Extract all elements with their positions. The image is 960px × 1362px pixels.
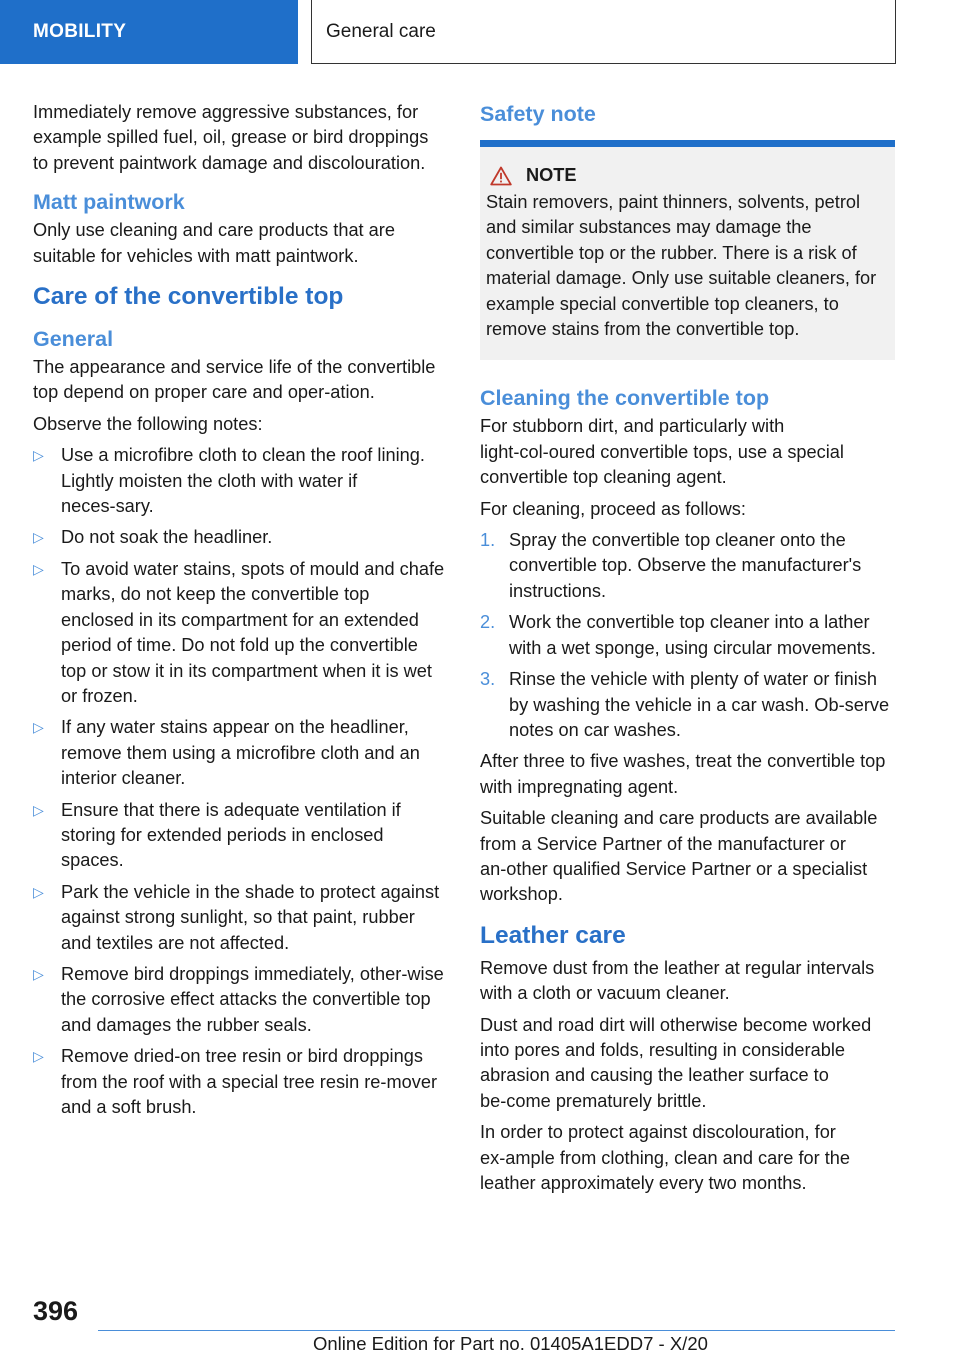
convertible-top-heading: Care of the convertible top — [33, 283, 344, 311]
matt-paintwork-heading: Matt paintwork — [33, 190, 185, 215]
note-text: Stain removers, paint thinners, solvents, petrol and similar substances may damage the convertible top or the rubber. There is a risk of material damage. Only use suitable cleaners, for example special convertible top cleaners, to remove stains from the convertible top. — [486, 192, 877, 340]
general-text: The appearance and service life of the convertible top depend on proper care and oper‑ation. — [33, 357, 436, 403]
list-item: ▷ Do not soak the headliner. — [33, 525, 445, 550]
list-item: 1. Spray the convertible top cleaner onto the convertible top. Observe the manufacturer's instructions. — [480, 530, 862, 601]
right-column — [480, 100, 895, 1202]
footer-divider — [98, 1330, 895, 1331]
matt-paintwork-text: Only use cleaning and care products that are suitable for vehicles with matt paintwork. — [33, 220, 395, 266]
page-number: 396 — [33, 1296, 79, 1326]
step-number: 1. — [480, 530, 496, 551]
triangle-bullet-icon: ▷ — [33, 560, 44, 577]
list-item: ▷ Ensure that there is adequate ventilation if storing for extended periods in enclosed spaces. — [33, 799, 401, 871]
triangle-bullet-icon: ▷ — [33, 965, 44, 982]
leather-care-heading: Leather care — [480, 921, 626, 949]
list-item: 2. Work the convertible top cleaner into a lather with a wet sponge, using circular movements. — [480, 612, 876, 658]
triangle-bullet-icon: ▷ — [33, 801, 44, 818]
triangle-bullet-icon: ▷ — [33, 447, 44, 464]
note-box — [480, 140, 895, 360]
note-label: NOTE — [526, 165, 577, 185]
triangle-bullet-icon: ▷ — [33, 883, 44, 900]
note-header — [490, 165, 889, 186]
step-number: 2. — [480, 612, 496, 633]
triangle-bullet-icon: ▷ — [33, 1048, 44, 1065]
leather-text-1: Remove dust from the leather at regular intervals with a cloth or vacuum cleaner. — [480, 957, 875, 1004]
list-item: ▷ To avoid water stains, spots of mould and chafe marks, do not keep the convertible top enclosed in its compartment for an extended period of time. Do not fold up the convertible top or stow it in its compartment when it is wet or frozen. — [33, 558, 445, 706]
cleaning-steps-list — [480, 528, 895, 743]
cleaning-heading: Cleaning the convertible top — [480, 386, 770, 411]
leather-text-2: Dust and road dirt will otherwise become worked into pores and folds, resulting in considerable abrasion and causing the leather surface to be‑come prematurely brittle. — [480, 1014, 872, 1111]
section-label: MOBILITY — [33, 21, 127, 42]
page-header — [311, 0, 896, 64]
triangle-bullet-icon: ▷ — [33, 529, 44, 546]
warning-triangle-icon — [490, 166, 512, 186]
list-item: ▷ Park the vehicle in the shade to protect against against strong sunlight, so that paint, rubber and textiles are not affected. — [33, 881, 440, 953]
cleaning-text: For stubborn dirt, and particularly with light‑col‑oured convertible tops, use a special convertible top cleaning agent. — [480, 416, 844, 488]
proceed-text: For cleaning, proceed as follows: — [480, 498, 746, 519]
safety-note-heading: Safety note — [480, 102, 596, 126]
list-item: ▷ Use a microfibre cloth to clean the roof lining. Lightly moisten the cloth with water if neces‑sary. — [33, 445, 425, 517]
intro-paragraph: Immediately remove aggressive substances, for example spilled fuel, oil, grease or bird droppings to prevent paintwork damage and discolouration. — [33, 102, 429, 173]
suitable-products-text: Suitable cleaning and care products are available from a Service Partner of the manufacturer or an‑other qualified Service Partner or a specialist workshop. — [480, 808, 878, 905]
leather-text-3: In order to protect against discolouration, for ex‑ample from clothing, clean and care for the leather approximately every two months. — [480, 1122, 851, 1193]
care-notes-list — [33, 443, 445, 1120]
list-item: 3. Rinse the vehicle with plenty of water or finish by washing the vehicle in a car wash. Ob‑serve notes on car washes. — [480, 669, 890, 740]
after-text: After three to five washes, treat the convertible top with impregnating agent. — [480, 751, 886, 797]
edition-text: Online Edition for Part no. 01405A1EDD7 - X/20 — [313, 1333, 708, 1354]
notes-intro: Observe the following notes: — [33, 413, 263, 434]
triangle-bullet-icon: ▷ — [33, 719, 44, 736]
general-heading: General — [33, 327, 114, 352]
step-number: 3. — [480, 669, 496, 690]
page-title: General care — [326, 20, 436, 42]
section-tab — [0, 0, 298, 64]
list-item: ▷ Remove dried‑on tree resin or bird droppings from the roof with a special tree resin re‑mover and a soft brush. — [33, 1046, 438, 1117]
list-item: ▷ If any water stains appear on the headliner, remove them using a microfibre cloth and an interior cleaner. — [33, 717, 420, 789]
left-column — [33, 100, 445, 1126]
list-item: ▷ Remove bird droppings immediately, other‑wise the corrosive effect attacks the convertible top and damages the rubber seals. — [33, 963, 444, 1035]
